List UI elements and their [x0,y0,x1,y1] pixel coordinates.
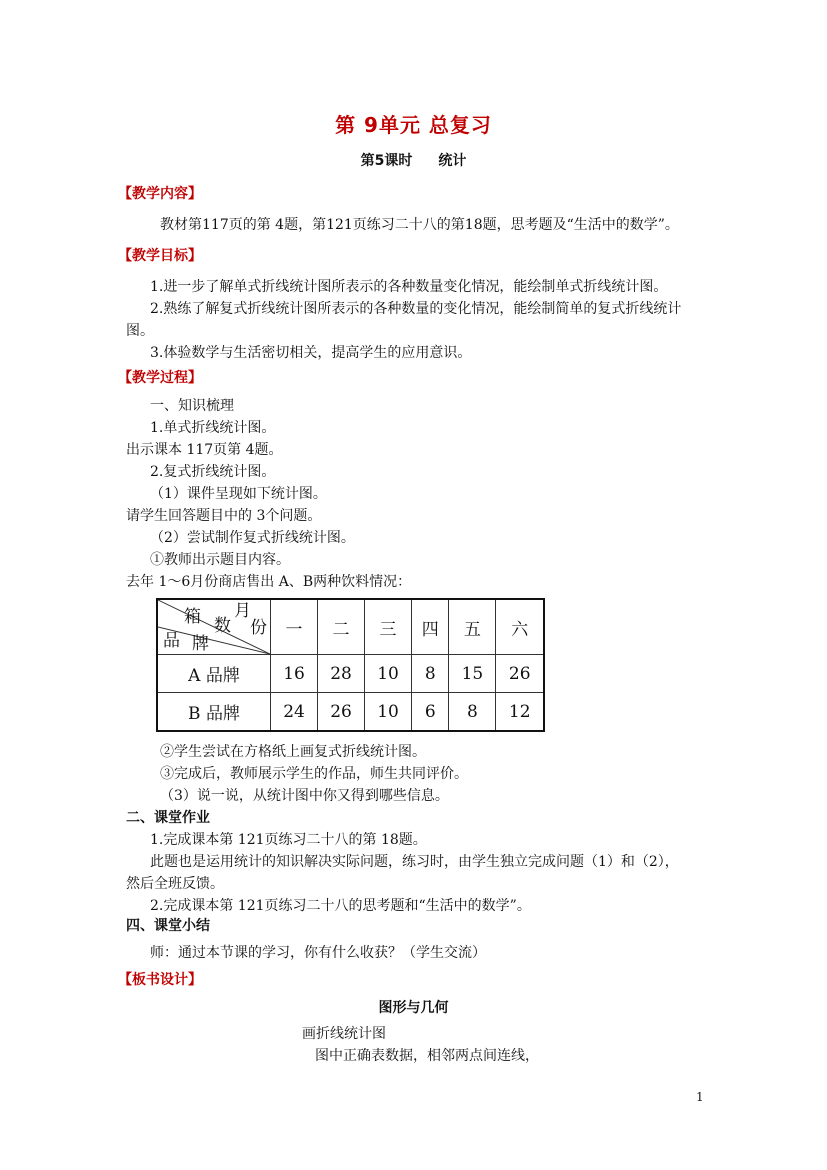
goal-2-cont: 图。 [126,323,154,339]
corner-label: 箱 [184,607,201,627]
process-line: 1.单式折线统计图。 [150,420,276,436]
table-corner-header [157,599,271,655]
homework-line: 1.完成课本第 121页练习二十八的第 18题。 [150,832,427,848]
process-line: 请学生回答题目中的 3个问题。 [126,508,322,524]
section-goals-heading: 【教学目标】 [118,248,202,264]
process-line: （2）尝试制作复式折线统计图。 [150,530,355,546]
table-cell: 16 [271,655,318,693]
process-line: ③完成后，教师展示学生的作品，师生共同评价。 [160,766,468,782]
section-process-heading: 【教学过程】 [118,370,202,386]
row-label: B 品牌 [157,693,271,732]
goal-3: 3.体验数学与生活密切相关，提高学生的应用意识。 [150,345,472,361]
table-cell: 12 [496,693,544,732]
month-header: 六 [496,599,544,655]
process-line: 去年 1～6月份商店售出 A、B两种饮料情况： [126,574,412,590]
content-text: 教材第117页的第 4题，第121页练习二十八的第18题，思考题及“生活中的数学”。 [160,217,679,233]
table-cell: 24 [271,693,318,732]
board-title: 图形与几何 [378,1000,449,1016]
summary-heading: 四、课堂小结 [126,918,210,934]
table-cell: 15 [449,655,496,693]
corner-label: 品 [163,631,180,651]
corner-label: 数 [214,616,231,636]
board-line: 图中正确表数据，相邻两点间连线， [315,1048,539,1064]
process-line: 一、知识梳理 [150,398,234,414]
month-header: 五 [449,599,496,655]
homework-line: 此题也是运用统计的知识解决实际问题，练习时，由学生独立完成问题（1）和（2）， [150,854,679,870]
table-cell: 6 [412,693,449,732]
homework-line: 2.完成课本第 121页练习二十八的思考题和“生活中的数学”。 [150,898,531,914]
page-number: 1 [696,1090,704,1104]
process-line: （3）说一说，从统计图中你又得到哪些信息。 [160,788,449,804]
table-cell: 10 [365,655,412,693]
goal-2: 2.熟练了解复式折线统计图所表示的各种数量的变化情况，能绘制简单的复式折线统计 [150,301,682,317]
corner-label: 牌 [192,634,209,654]
table-row [157,693,544,732]
board-line: 画折线统计图 [302,1026,386,1042]
lesson-topic: 统计 [438,153,467,169]
section-content-heading: 【教学内容】 [118,186,202,202]
month-header: 三 [365,599,412,655]
page-title: 第 9单元 总复习 [335,113,492,137]
month-header: 二 [318,599,365,655]
corner-label: 月 [234,601,251,621]
process-line: （1）课件呈现如下统计图。 [150,486,327,502]
table-row [157,655,544,693]
month-header: 一 [271,599,318,655]
month-header: 四 [412,599,449,655]
section-board-heading: 【板书设计】 [118,972,202,988]
process-line: 2.复式折线统计图。 [150,464,276,480]
row-label: A 品牌 [157,655,271,693]
table-cell: 26 [318,693,365,732]
summary-text: 师：通过本节课的学习，你有什么收获？（学生交流） [150,945,486,961]
table-cell: 26 [496,655,544,693]
corner-label: 份 [250,618,267,638]
sales-table [156,598,545,732]
process-line: 出示课本 117页第 4题。 [126,442,283,458]
table-cell: 8 [412,655,449,693]
process-line: ②学生尝试在方格纸上画复式折线统计图。 [160,744,426,760]
goal-1: 1.进一步了解单式折线统计图所表示的各种数量变化情况，能绘制单式折线统计图。 [150,279,668,295]
table-cell: 8 [449,693,496,732]
homework-line: 然后全班反馈。 [126,876,224,892]
process-line: ①教师出示题目内容。 [150,552,290,568]
lesson-number: 第5课时 [360,153,413,169]
table-cell: 28 [318,655,365,693]
table-cell: 10 [365,693,412,732]
homework-heading: 二、课堂作业 [126,810,210,826]
lesson-subtitle [0,150,827,170]
